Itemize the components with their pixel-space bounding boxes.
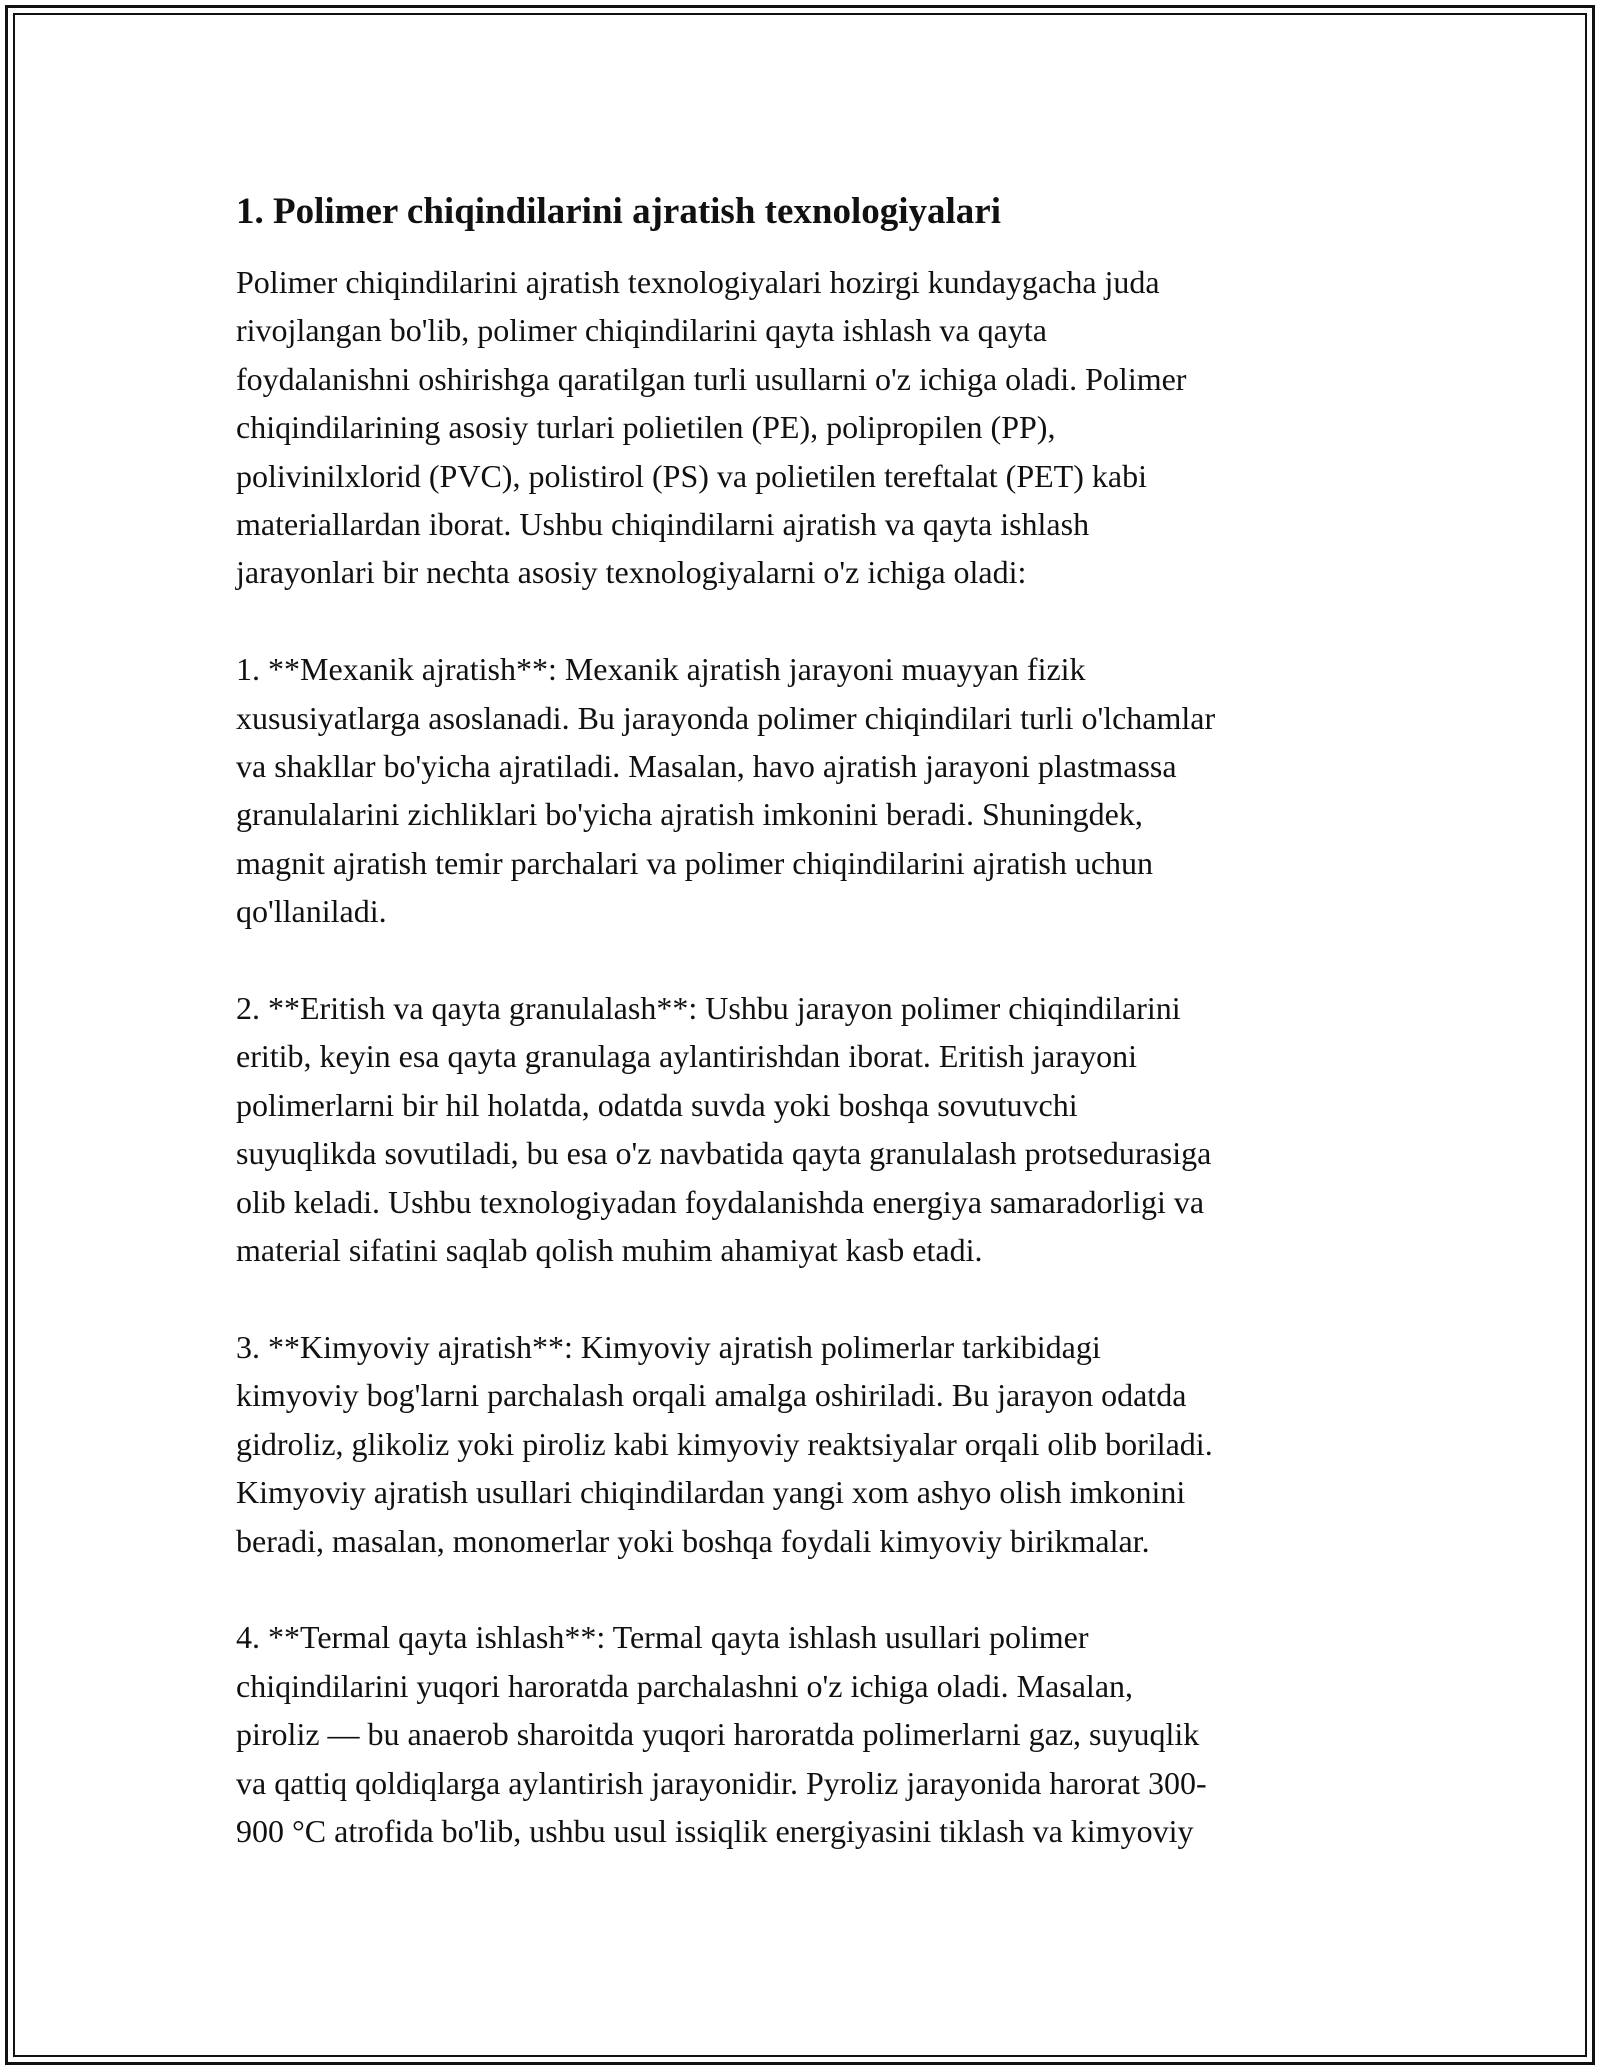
text-line: va qattiq qoldiqlarga aylantirish jarayonidir. Pyroliz jarayonida harorat 300- xyxy=(236,1764,1207,1801)
text-line: Polimer chiqindilarini ajratish texnologiyalari hozirgi kundaygacha juda xyxy=(236,264,1160,300)
text-line: magnit ajratish temir parchalari va polimer chiqindilarini ajratish uchun xyxy=(236,844,1154,881)
text-line: gidroliz, glikoliz yoki piroliz kabi kimyoviy reaktsiyalar orqali olib boriladi. xyxy=(236,1425,1213,1462)
paragraph-intro xyxy=(236,258,1366,597)
document-title: 1. Polimer chiqindilarini ajratish texnologiyalari xyxy=(236,191,1002,232)
text-line: 2. **Eritish va qayta granulalash**: Ushbu jarayon polimer chiqindilarini xyxy=(236,990,1181,1027)
text-line: granulalarini zichliklari bo'yicha ajratish imkonini beradi. Shuningdek, xyxy=(236,796,1143,833)
paragraph-thermal-processing xyxy=(236,1613,1366,1855)
text-line: foydalanishni oshirishga qaratilgan turli usullarni o'z ichiga oladi. Polimer xyxy=(236,360,1187,397)
text-line: jarayonlari bir nechta asosiy texnologiyalarni o'z ichiga oladi: xyxy=(236,554,1027,591)
text-line: suyuqlikda sovutiladi, bu esa o'z navbatida qayta granulalash protsedurasiga xyxy=(236,1135,1212,1172)
text-line: eritib, keyin esa qayta granulaga aylantirishdan iborat. Eritish jarayoni xyxy=(236,1038,1138,1075)
text-line: 900 °C atrofida bo'lib, ushbu usul issiqlik energiyasini tiklash va kimyoviy xyxy=(236,1812,1194,1849)
text-line: olib keladi. Ushbu texnologiyadan foydalanishda energiya samaradorligi va xyxy=(236,1183,1205,1220)
paragraph-melting-regranulation xyxy=(236,984,1366,1274)
text-line: xususiyatlarga asoslanadi. Bu jarayonda polimer chiqindilari turli o'lchamlar xyxy=(236,699,1216,736)
text-line: qo'llaniladi. xyxy=(236,893,387,930)
paragraph-chemical-separation xyxy=(236,1323,1366,1565)
paragraph-mechanical-separation xyxy=(236,645,1366,935)
text-line: 4. **Termal qayta ishlash**: Termal qayta ishlash usullari polimer xyxy=(236,1619,1089,1656)
text-line: materiallardan iborat. Ushbu chiqindilarni ajratish va qayta ishlash xyxy=(236,506,1090,543)
text-line: Kimyoviy ajratish usullari chiqindilardan yangi xom ashyo olish imkonini xyxy=(236,1474,1186,1511)
document-body xyxy=(236,188,1366,1904)
text-line: 3. **Kimyoviy ajratish**: Kimyoviy ajratish polimerlar tarkibidagi xyxy=(236,1328,1101,1365)
text-line: polivinilxlorid (PVC), polistirol (PS) va polietilen tereftalat (PET) kabi xyxy=(236,457,1147,494)
text-line: va shakllar bo'yicha ajratiladi. Masalan, havo ajratish jarayoni plastmassa xyxy=(236,748,1177,785)
text-line: beradi, masalan, monomerlar yoki boshqa foydali kimyoviy birikmalar. xyxy=(236,1522,1150,1559)
text-line: material sifatini saqlab qolish muhim ahamiyat kasb etadi. xyxy=(236,1232,983,1269)
text-line: chiqindilarining asosiy turlari polietilen (PE), polipropilen (PP), xyxy=(236,409,1056,446)
text-line: polimerlarni bir hil holatda, odatda suvda yoki boshqa sovutuvchi xyxy=(236,1086,1078,1123)
text-line: kimyoviy bog'larni parchalash orqali amalga oshiriladi. Bu jarayon odatda xyxy=(236,1377,1187,1414)
text-line: 1. **Mexanik ajratish**: Mexanik ajratish jarayoni muayyan fizik xyxy=(236,651,1086,688)
text-line: rivojlangan bo'lib, polimer chiqindilarini qayta ishlash va qayta xyxy=(236,312,1047,349)
text-line: piroliz — bu anaerob sharoitda yuqori haroratda polimerlarni gaz, suyuqlik xyxy=(236,1716,1200,1753)
text-line: chiqindilarini yuqori haroratda parchalashni o'z ichiga oladi. Masalan, xyxy=(236,1667,1134,1704)
